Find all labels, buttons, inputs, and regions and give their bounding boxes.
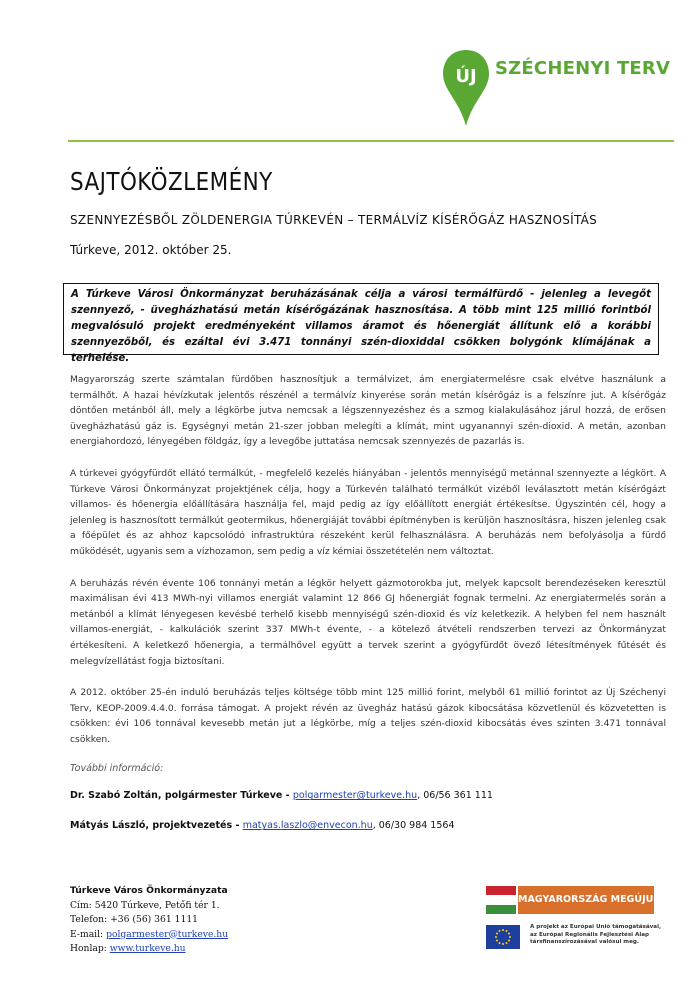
page-title: SAJTÓKÖZLEMÉNY	[70, 167, 273, 196]
flag-green-stripe	[486, 905, 516, 914]
flag-red-stripe	[486, 886, 516, 895]
footer-phone: Telefon: +36 (56) 361 1111	[70, 914, 199, 925]
eu-funding-text: A projekt az Európai Unió támogatásával, az Európai Regionális Fejlesztési Alap társfinanszírozásával valósul meg.	[530, 924, 662, 945]
map-pin-logo-icon	[441, 48, 491, 128]
contact-2-name: Mátyás László, projektvezetés -	[70, 820, 243, 832]
paragraph-4: A 2012. október 25-én induló beruházás teljes költsége több mint 125 millió forint, melyből 61 millió forintot az Új Széchenyi Terv, KEOP-2009.4.4.0. forrása támogat. A projekt révén az üvegház hatású gázok kibocsátása közvetlenül és közvetetten is csökken: évi 106 tonnával kevesebb metán jut a légkörbe, míg a teljes szén-dioxid kibocsátás éves szinten 3.471 tonnával csökken.	[70, 687, 666, 745]
contact-1-phone: , 06/56 361 111	[417, 790, 493, 802]
eu-flag-icon	[486, 925, 520, 949]
contact-2-email-link[interactable]: matyas.laszlo@envecon.hu	[242, 820, 373, 832]
footer-email-line	[70, 928, 228, 943]
paragraph-2: A túrkevei gyógyfürdőt ellátó termálkút, - megfelelő kezelés hiányában - jelentős mennyiségű metánnal szennyezte a légkört. A Túrkeve Városi Önkormányzat projektjének célja, hogy a Túrkevén található termálkút vizéből leválasztott metán kísérőgázt villamos- és hőenergia előállítására használja fel, majd pedig az így előállított energiát értékesítse. Úgyszintén cél, hogy a jelenleg is hasznosított termálkút geotermikus, hőenergiáját további építményben is kerüljön hasznosításra, hiszen jelenleg csak a főépület és az ahhoz kapcsolódó infrastruktúra részeként kerül felhasználásra. A beruházás nem befolyásolja a fürdő működését, ugyanis sem a vízhozamon, sem pedig a víz kémiai összetételén nem változtat.	[70, 467, 666, 557]
contact-1	[70, 788, 666, 803]
contact-1-email-link[interactable]: polgarmester@turkeve.hu	[292, 790, 418, 802]
dateline: Túrkeve, 2012. október 25.	[70, 243, 232, 257]
logo-pin-text: ÚJ	[455, 66, 477, 87]
info-label: További információ:	[70, 763, 164, 775]
footer-address-line: Cím: 5420 Túrkeve, Petőfi tér 1.	[70, 899, 220, 911]
contact-1-name: Dr. Szabó Zoltán, polgármester Túrkeve -	[70, 790, 293, 802]
lead-box: A Túrkeve Városi Önkormányzat beruházásának célja a városi termálfürdő - jelenleg a levegőt szennyező, - üvegházhatású metán kísérőgázának hasznosítása. A több mint 125 millió forintból megvalósuló projekt eredményeként villamos áramot és hőenergiát állítunk elő a korábbi szennyezőből, és ezáltal évi 3.471 tonnányi szén-dioxiddal csökken bolygónk klímájának a terhelése.	[63, 283, 659, 355]
logo-text: SZÉCHENYI TERV	[495, 58, 671, 79]
footer-email-link[interactable]: polgarmester@turkeve.hu	[106, 928, 229, 940]
footer-web-link[interactable]: www.turkeve.hu	[109, 943, 186, 954]
paragraph-3: A beruházás révén évente 106 tonnányi metán a légkör helyett gázmotorokba jut, melyek kapcsolt berendezéseken keresztül maximálisan évi 413 MWh-nyi villamos energiát valamint 12 866 GJ hőenergiát fognak termelni. Az energiatermelés során a metánból a klímát lényegesen kevésbé terhelő kisebb mennyiségű szén-dioxid és víz keletkezik. A helyben fel nem használt villamos-energiát, - kalkulációk szerint 337 MWh-t évente, - a kötelező átvételi rendszerben tervezi az Önkormányzat értékesíteni. A keletkező hőenergia, a termálhővel együtt a tervek szerint a gyógyfürdőt övező létesítmények fűtését és melegvízellátást fogja biztosítani.	[70, 577, 666, 667]
contact-2-phone: , 06/30 984 1564	[372, 820, 455, 832]
flag-white-stripe	[486, 895, 516, 905]
header-divider	[68, 140, 674, 142]
szechenyi-terv-logo	[441, 48, 681, 128]
paragraph-1: Magyarország szerte számtalan fürdőben hasznosítjuk a termálvizet, ám energiatermelésre csak elvétve használunk a termálhőt. A hazai hévízkutak jelentős részénél a termálvíz kinyerése során metán kísérőgáz is a felszínre jut. A kísérőgáz döntően metánból áll, mely a légkörbe jutva nemcsak a légszennyezéshez és a szmog kialakulásához járul hozzá, de erősen üvegházhatású gáz is. Egységnyi metán 21-szer jobban melegíti a klímát, mint ugyanannyi szén-dioxid. A metán, azonban energiahordozó, lényegében földgáz, így a levegőbe juttatása nemcsak szennyezés de pazarlás is.	[70, 374, 666, 448]
footer-web-label: Honlap:	[70, 943, 110, 954]
footer-org: Túrkeve Város Önkormányzata	[70, 885, 228, 896]
badge-text: MAGYARORSZÁG MEGÚJUL	[518, 886, 654, 914]
page-subtitle: SZENNYEZÉSBŐL ZÖLDENERGIA TÚRKEVÉN – TERMÁLVÍZ KÍSÉRŐGÁZ HASZNOSÍTÁS	[70, 213, 598, 227]
magyarorszag-megujul-badge	[486, 886, 660, 914]
footer-email-label: E-mail:	[70, 928, 107, 940]
footer-address	[70, 884, 228, 957]
contact-2	[70, 818, 666, 833]
article-body	[70, 372, 666, 848]
footer-web-line	[70, 942, 228, 957]
hungarian-flag-icon	[486, 886, 516, 914]
